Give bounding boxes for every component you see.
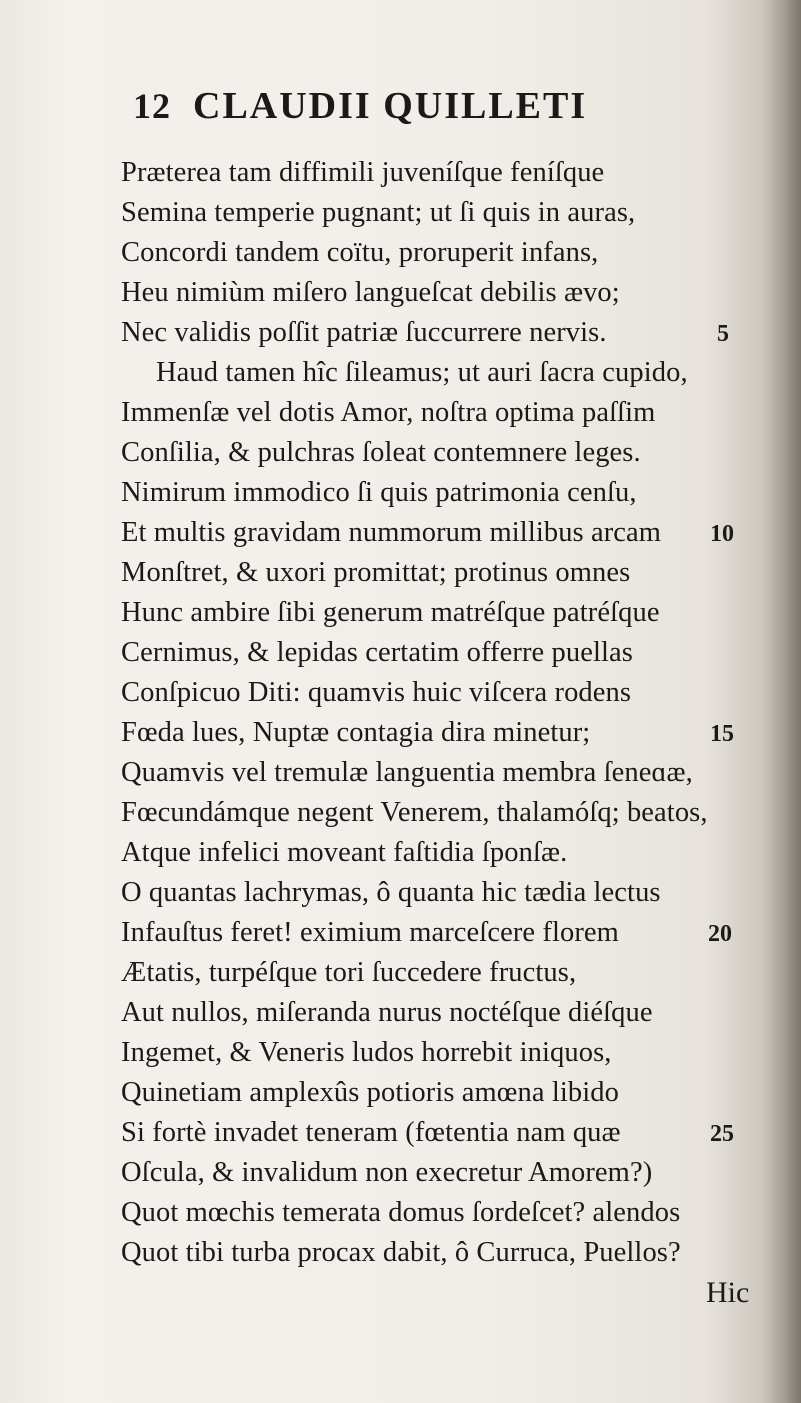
verse-line: Hunc ambire ſibi generum matréſque patréſque <box>121 597 660 628</box>
verse-line: Immenſæ vel dotis Amor, noſtra optima paſſim <box>121 397 656 428</box>
verse-line: Nimirum immodico ſi quis patrimonia cenſu, <box>121 477 637 508</box>
verse-line: Quot mœchis temerata domus ſordeſcet? alendos <box>121 1197 681 1228</box>
verse-line: Concordi tandem coïtu, proruperit infans, <box>121 237 599 268</box>
catchword: Hic <box>706 1276 750 1309</box>
verse-line: Oſcula, & invalidum non execretur Amorem?) <box>121 1157 653 1188</box>
line-number: 20 <box>708 921 732 947</box>
verse-line: Infauſtus feret! eximium marceſcere florem <box>121 917 619 948</box>
verse-line: Monſtret, & uxori promittat; protinus omnes <box>121 557 631 588</box>
verse-line: Quinetiam amplexûs potioris amœna libido <box>121 1077 619 1108</box>
verse-line: Ingemet, & Veneris ludos horrebit iniquos, <box>121 1037 612 1068</box>
verse-line: Præterea tam diffimili juveníſque feníſque <box>121 157 605 188</box>
line-number: 5 <box>717 321 729 347</box>
verse-line: Conſpicuo Diti: quamvis huic viſcera rodens <box>121 677 632 708</box>
verse-line: Cernimus, & lepidas certatim offerre puellas <box>121 637 633 668</box>
verse-line: Aut nullos, miſeranda nurus noctéſque diéſque <box>121 997 653 1028</box>
verse-line: Atque infelici moveant faſtidia ſponſæ. <box>121 837 568 868</box>
verse-line: Ætatis, turpéſque tori ſuccedere fructus, <box>121 957 577 988</box>
verse-line: Et multis gravidam nummorum millibus arcam <box>121 517 662 548</box>
verse-line: Fœcundámque negent Venerem, thalamóſq; beatos, <box>121 797 708 828</box>
line-number: 15 <box>710 721 734 747</box>
verse-line: Nec validis poſſit patriæ ſuccurrere nervis. <box>121 317 607 348</box>
verse-line: Quamvis vel tremulæ languentia membra ſeneɑæ, <box>121 757 693 788</box>
page-number: 12 <box>133 86 171 126</box>
verse-line: Heu nimiùm miſero langueſcat debilis ævo; <box>121 277 620 308</box>
running-title: CLAUDII QUILLETI <box>193 85 588 127</box>
verse-line: Conſilia, & pulchras ſoleat contemnere leges. <box>121 437 641 468</box>
verse-line: Haud tamen hîc ſileamus; ut auri ſacra cupido, <box>156 357 688 388</box>
line-number: 10 <box>710 521 734 547</box>
line-number: 25 <box>710 1121 734 1147</box>
verse-line: Quot tibi turba procax dabit, ô Curruca, Puellos? <box>121 1237 681 1268</box>
verse-line: Si fortè invadet teneram (fœtentia nam quæ <box>121 1117 621 1148</box>
verse-line: Fœda lues, Nuptæ contagia dira minetur; <box>121 717 591 748</box>
verse-line: O quantas lachrymas, ô quanta hic tædia lectus <box>121 877 661 908</box>
verse-line: Semina temperie pugnant; ut ſi quis in auras, <box>121 197 636 228</box>
